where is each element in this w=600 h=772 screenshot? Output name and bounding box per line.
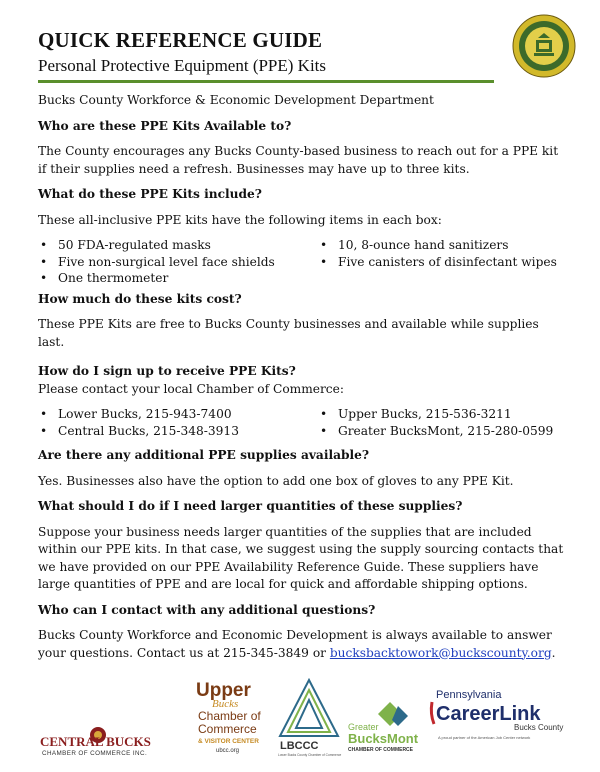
heading-cost: How much do these kits cost? (38, 291, 242, 306)
heading-who: Who are these PPE Kits Available to? (38, 118, 292, 133)
list-item: • Five canisters of disinfectant wipes (318, 254, 557, 271)
text-contact (38, 627, 568, 662)
text-additional: Yes. Businesses also have the option to add one box of gloves to any PPE Kit. (38, 473, 514, 488)
central-bucks-name: CENTRAL BUCKS (40, 734, 151, 749)
department-line: Bucks County Workforce & Economic Development Department (38, 93, 434, 107)
central-bucks-logo (38, 726, 158, 756)
bucksmont-l1: Greater (348, 722, 379, 732)
kit-items-list (38, 237, 568, 287)
lbcc-name: LBCCC (280, 740, 319, 752)
upper-bucks-l3: Chamber of (198, 709, 261, 723)
contact-suffix: . (551, 645, 556, 660)
heading-signup: How do I sign up to receive PPE Kits? (38, 364, 296, 378)
careerlink-l3: Bucks County (514, 723, 564, 732)
list-item: • Lower Bucks, 215-943-7400 (38, 406, 318, 423)
upper-bucks-l5: & VISITOR CENTER (198, 738, 259, 745)
page-subtitle: Personal Protective Equipment (PPE) Kits (38, 56, 327, 75)
list-item: • Upper Bucks, 215-536-3211 (318, 406, 553, 423)
list-item: • Five non-surgical level face shields (38, 254, 318, 271)
chamber-list (38, 406, 568, 439)
central-bucks-sub: CHAMBER OF COMMERCE INC. (42, 750, 148, 756)
text-who: The County encourages any Bucks County-based business to reach out for a PPE kit if their supplies need a refresh. Businesses may have up to three kits. (38, 144, 559, 176)
text-signup-intro: Please contact your local Chamber of Commerce: (38, 381, 344, 396)
lbcc-sub: Lower Bucks County Chamber of Commerce (278, 753, 342, 757)
bucksmont-logo (346, 700, 424, 756)
heading-contact: Who can I contact with any additional questions? (38, 602, 376, 617)
upper-bucks-l2: Bucks (212, 698, 239, 710)
careerlink-swoosh-icon (431, 702, 434, 724)
careerlink-l4: A proud partner of the American Job Center network (438, 735, 531, 740)
heading-additional: Are there any additional PPE supplies available? (38, 448, 370, 462)
list-item: • Greater BucksMont, 215-280-0599 (318, 423, 553, 440)
partner-logos (38, 672, 568, 764)
list-item: • One thermometer (38, 270, 318, 287)
bucksmont-l2: BucksMont (348, 731, 419, 746)
central-bucks-mark-icon (38, 726, 158, 756)
careerlink-l1: Pennsylvania (436, 689, 502, 701)
county-seal-icon (512, 14, 576, 78)
lbcc-logo (276, 678, 342, 758)
page-title: QUICK REFERENCE GUIDE (38, 28, 323, 52)
content (38, 92, 568, 670)
text-include-intro: These all-inclusive PPE kits have the following items in each box: (38, 212, 442, 227)
careerlink-logo (428, 686, 568, 746)
contact-text: Bucks County Workforce and Economic Development is always available to answer your questions. Contact us at 215-345-3849 or (38, 628, 552, 660)
careerlink-l2: CareerLink (436, 703, 541, 725)
header-rule (38, 80, 494, 83)
list-item: • Central Bucks, 215-348-3913 (38, 423, 318, 440)
text-cost: These PPE Kits are free to Bucks County businesses and available while supplies last. (38, 317, 539, 349)
upper-bucks-l1: Upper (196, 680, 251, 701)
list-item: • 10, 8-ounce hand sanitizers (318, 237, 557, 254)
bucksmont-l3: CHAMBER OF COMMERCE (348, 747, 413, 753)
lbcc-triangle-icon (296, 700, 322, 728)
upper-bucks-l4: Commerce (198, 722, 257, 736)
heading-larger: What should I do if I need larger quantities of these supplies? (38, 499, 463, 513)
upper-bucks-logo (188, 678, 268, 764)
heading-include: What do these PPE Kits include? (38, 187, 262, 201)
list-item: • 50 FDA-regulated masks (38, 237, 318, 254)
text-larger: Suppose your business needs larger quantities of the supplies that are included within our PPE kits. In that case, we suggest using the supply sourcing contacts that we have provided on our PPE Availability Reference Guide. These suppliers have large quantities of PPE and are local for quick and affordable shipping options. (38, 524, 564, 591)
email-link[interactable]: bucksbacktowork@buckscounty.org (329, 645, 552, 660)
upper-bucks-l6: ubcc.org (216, 748, 240, 754)
